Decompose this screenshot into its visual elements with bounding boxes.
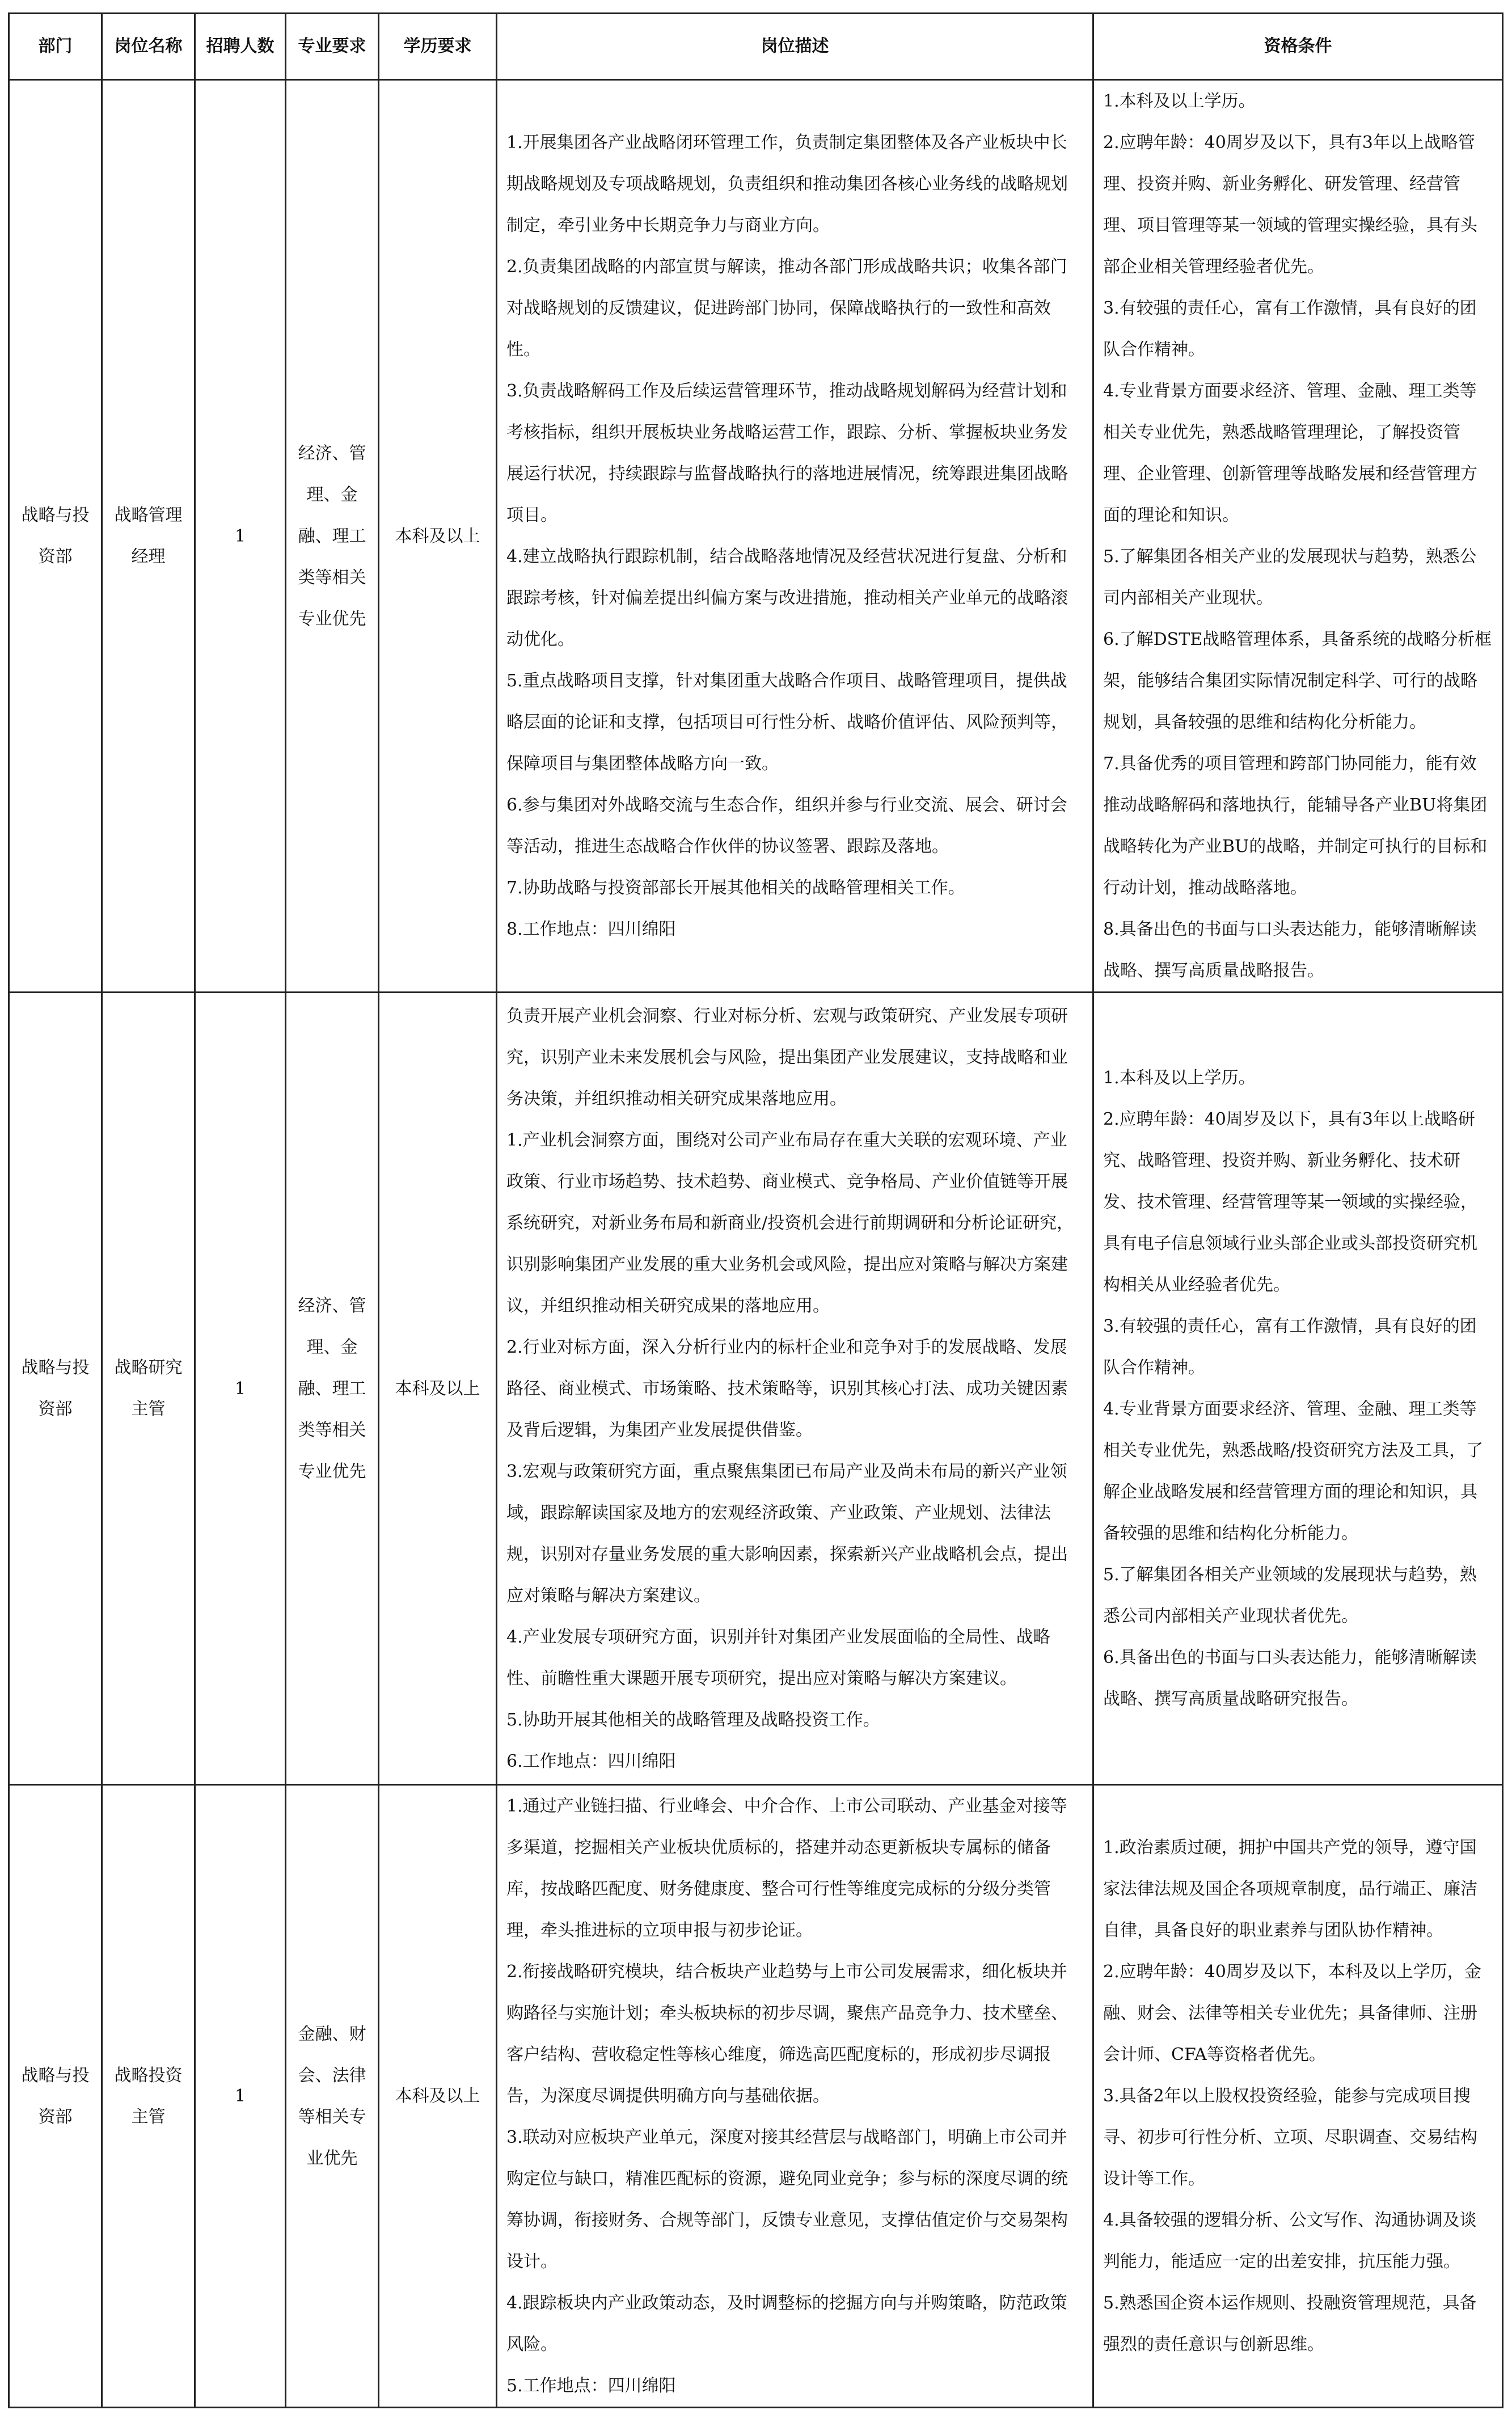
qual-item: 4.专业背景方面要求经济、管理、金融、理工类等相关专业优先，熟悉战略管理理论，了解投资管理、企业管理、创新管理等战略发展和经营管理方面的理论和知识。 (1103, 381, 1477, 525)
cell-position: 战略研究主管 (102, 993, 195, 1785)
qual-item: 1.本科及以上学历。 (1103, 91, 1256, 111)
cell-count: 1 (195, 993, 286, 1785)
desc-item: 5.协助开展其他相关的战略管理及战略投资工作。 (506, 1710, 880, 1730)
desc-item: 5.工作地点：四川绵阳 (506, 2376, 676, 2396)
desc-item: 7.协助战略与投资部部长开展其他相关的战略管理相关工作。 (506, 878, 965, 898)
cell-desc (497, 80, 1093, 993)
header-qual: 资格条件 (1093, 14, 1503, 80)
qual-item: 8.具备出色的书面与口头表达能力，能够清晰解读战略、撰写高质量战略报告。 (1103, 919, 1477, 981)
table-row (9, 993, 1503, 1785)
cell-dept: 战略与投资部 (9, 80, 102, 993)
desc-item: 3.负责战略解码工作及后续运营管理环节，推动战略规划解码为经营计划和考核指标，组织开展板块业务战略运营工作，跟踪、分析、掌握板块业务发展运行状况，持续跟踪与监督战略执行的落地进展情况，统筹跟进集团战略项目。 (506, 381, 1068, 525)
cell-count: 1 (195, 1785, 286, 2408)
qual-item: 1.政治素质过硬，拥护中国共产党的领导，遵守国家法律法规及国企各项规章制度，品行端正、廉洁自律，具备良好的职业素养与团队协作精神。 (1103, 1838, 1477, 1940)
desc-item: 4.跟踪板块内产业政策动态，及时调整标的挖掘方向与并购策略，防范政策风险。 (506, 2293, 1067, 2354)
desc-item: 2.行业对标方面，深入分析行业内的标杆企业和竞争对手的发展战略、发展路径、商业模式、市场策略、技术策略等，识别其核心打法、成功关键因素及背后逻辑，为集团产业发展提供借鉴。 (506, 1337, 1068, 1440)
qual-item: 4.具备较强的逻辑分析、公文写作、沟通协调及谈判能力，能适应一定的出差安排，抗压能力强。 (1103, 2210, 1477, 2272)
desc-item: 3.宏观与政策研究方面，重点聚焦集团已布局产业及尚未布局的新兴产业领域，跟踪解读国家及地方的宏观经济政策、产业政策、产业规划、法律法规，识别对存量业务发展的重大影响因素，探索新兴产业战略机会点，提出应对策略与解决方案建议。 (506, 1461, 1068, 1606)
desc-item: 4.建立战略执行跟踪机制，结合战略落地情况及经营状况进行复盘、分析和跟踪考核，针对偏差提出纠偏方案与改进措施，推动相关产业单元的战略滚动优化。 (506, 547, 1068, 649)
table-row (9, 1785, 1503, 2408)
desc-item: 4.产业发展专项研究方面，识别并针对集团产业发展面临的全局性、战略性、前瞻性重大课题开展专项研究，提出应对策略与解决方案建议。 (506, 1627, 1050, 1689)
qual-item: 1.本科及以上学历。 (1103, 1068, 1256, 1088)
cell-desc (497, 1785, 1093, 2408)
qual-item: 5.了解集团各相关产业领域的发展现状与趋势，熟悉公司内部相关产业现状者优先。 (1103, 1565, 1477, 1626)
cell-major: 金融、财会、法律等相关专业优先 (286, 1785, 379, 2408)
desc-item: 6.工作地点：四川绵阳 (506, 1751, 676, 1771)
desc-item: 5.重点战略项目支撑，针对集团重大战略合作项目、战略管理项目，提供战略层面的论证和支撑，包括项目可行性分析、战略价值评估、风险预判等，保障项目与集团整体战略方向一致。 (506, 671, 1068, 774)
qual-item: 5.熟悉国企资本运作规则、投融资管理规范，具备强烈的责任意识与创新思维。 (1103, 2293, 1477, 2354)
desc-item: 1.通过产业链扫描、行业峰会、中介合作、上市公司联动、产业基金对接等多渠道，挖掘相关产业板块优质标的，搭建并动态更新板块专属标的储备库，按战略匹配度、财务健康度、整合可行性等维度完成标的分级分类管理，牵头推进标的立项申报与初步论证。 (506, 1796, 1067, 1940)
qual-item: 4.专业背景方面要求经济、管理、金融、理工类等相关专业优先，熟悉战略/投资研究方法及工具，了解企业战略发展和经营管理方面的理论和知识，具备较强的思维和结构化分析能力。 (1103, 1399, 1484, 1543)
qual-item: 2.应聘年龄：40周岁及以下，本科及以上学历，金融、财会、法律等相关专业优先；具备律师、注册会计师、CFA等资格者优先。 (1103, 1962, 1481, 2065)
qual-item: 2.应聘年龄：40周岁及以下，具有3年以上战略研究、战略管理、投资并购、新业务孵化、技术研发、技术管理、经营管理等某一领域的实操经验，具有电子信息领域行业头部企业或头部投资研究机构相关从业经验者优先。 (1103, 1109, 1477, 1295)
header-count: 招聘人数 (195, 14, 286, 80)
qual-item: 3.有较强的责任心，富有工作激情，具有良好的团队合作精神。 (1103, 298, 1477, 360)
desc-item: 2.衔接战略研究模块，结合板块产业趋势与上市公司发展需求，细化板块并购路径与实施计划；牵头板块标的初步尽调，聚焦产品竞争力、技术壁垒、客户结构、营收稳定性等核心维度，筛选高匹配度标的，形成初步尽调报告，为深度尽调提供明确方向与基础依据。 (506, 1962, 1068, 2106)
cell-qual (1093, 80, 1503, 993)
qual-item: 7.具备优秀的项目管理和跨部门协同能力，能有效推动战略解码和落地执行，能辅导各产业BU将集团战略转化为产业BU的战略，并制定可执行的目标和行动计划，推动战略落地。 (1103, 754, 1488, 898)
cell-edu: 本科及以上 (379, 80, 497, 993)
cell-qual (1093, 993, 1503, 1785)
table-row (9, 80, 1503, 993)
job-table (8, 12, 1503, 2408)
desc-item: 6.参与集团对外战略交流与生态合作，组织并参与行业交流、展会、研讨会等活动，推进生态战略合作伙伴的协议签署、跟踪及落地。 (506, 795, 1067, 856)
cell-position: 战略投资主管 (102, 1785, 195, 2408)
desc-item: 1.开展集团各产业战略闭环管理工作，负责制定集团整体及各产业板块中长期战略规划及专项战略规划，负责组织和推动集团各核心业务线的战略规划制定，牵引业务中长期竞争力与商业方向。 (506, 133, 1068, 235)
qual-item: 3.具备2年以上股权投资经验，能参与完成项目搜寻、初步可行性分析、立项、尽职调查、交易结构设计等工作。 (1103, 2086, 1477, 2189)
header-desc: 岗位描述 (497, 14, 1093, 80)
qual-item: 6.了解DSTE战略管理体系，具备系统的战略分析框架，能够结合集团实际情况制定科学、可行的战略规划，具备较强的思维和结构化分析能力。 (1103, 630, 1492, 732)
header-row (9, 14, 1503, 80)
cell-desc (497, 993, 1093, 1785)
cell-major: 经济、管理、金融、理工类等相关专业优先 (286, 993, 379, 1785)
qual-item: 6.具备出色的书面与口头表达能力，能够清晰解读战略、撰写高质量战略研究报告。 (1103, 1648, 1477, 1709)
cell-count: 1 (195, 80, 286, 993)
desc-item: 2.负责集团战略的内部宣贯与解读，推动各部门形成战略共识；收集各部门对战略规划的反馈建议，促进跨部门协同，保障战略执行的一致性和高效性。 (506, 257, 1067, 360)
desc-item: 3.联动对应板块产业单元，深度对接其经营层与战略部门，明确上市公司并购定位与缺口，精准匹配标的资源，避免同业竞争；参与标的深度尽调的统筹协调，衔接财务、合规等部门，反馈专业意见，支撑估值定价与交易架构设计。 (506, 2128, 1068, 2272)
cell-edu: 本科及以上 (379, 993, 497, 1785)
qual-item: 2.应聘年龄：40周岁及以下，具有3年以上战略管理、投资并购、新业务孵化、研发管理、经营管理、项目管理等某一领域的管理实操经验，具有头部企业相关管理经验者优先。 (1103, 133, 1477, 277)
desc-item: 负责开展产业机会洞察、行业对标分析、宏观与政策研究、产业发展专项研究，识别产业未来发展机会与风险，提出集团产业发展建议，支持战略和业务决策，并组织推动相关研究成果落地应用。 (506, 1006, 1068, 1109)
cell-edu: 本科及以上 (379, 1785, 497, 2408)
header-dept: 部门 (9, 14, 102, 80)
header-position: 岗位名称 (102, 14, 195, 80)
header-edu: 学历要求 (379, 14, 497, 80)
cell-major: 经济、管理、金融、理工类等相关专业优先 (286, 80, 379, 993)
desc-item: 8.工作地点：四川绵阳 (506, 919, 676, 939)
qual-item: 5.了解集团各相关产业的发展现状与趋势，熟悉公司内部相关产业现状。 (1103, 547, 1477, 608)
cell-position: 战略管理经理 (102, 80, 195, 993)
qual-item: 3.有较强的责任心，富有工作激情，具有良好的团队合作精神。 (1103, 1316, 1477, 1378)
cell-qual (1093, 1785, 1503, 2408)
cell-dept: 战略与投资部 (9, 1785, 102, 2408)
cell-dept: 战略与投资部 (9, 993, 102, 1785)
desc-item: 1.产业机会洞察方面，围绕对公司产业布局存在重大关联的宏观环境、产业政策、行业市场趋势、技术趋势、商业模式、竞争格局、产业价值链等开展系统研究，对新业务布局和新商业/投资机会进行前期调研和分析论证研究，识别影响集团产业发展的重大业务机会或风险，提出应对策略与解决方案建议，并组织推动相关研究成果的落地应用。 (506, 1130, 1074, 1316)
header-major: 专业要求 (286, 14, 379, 80)
